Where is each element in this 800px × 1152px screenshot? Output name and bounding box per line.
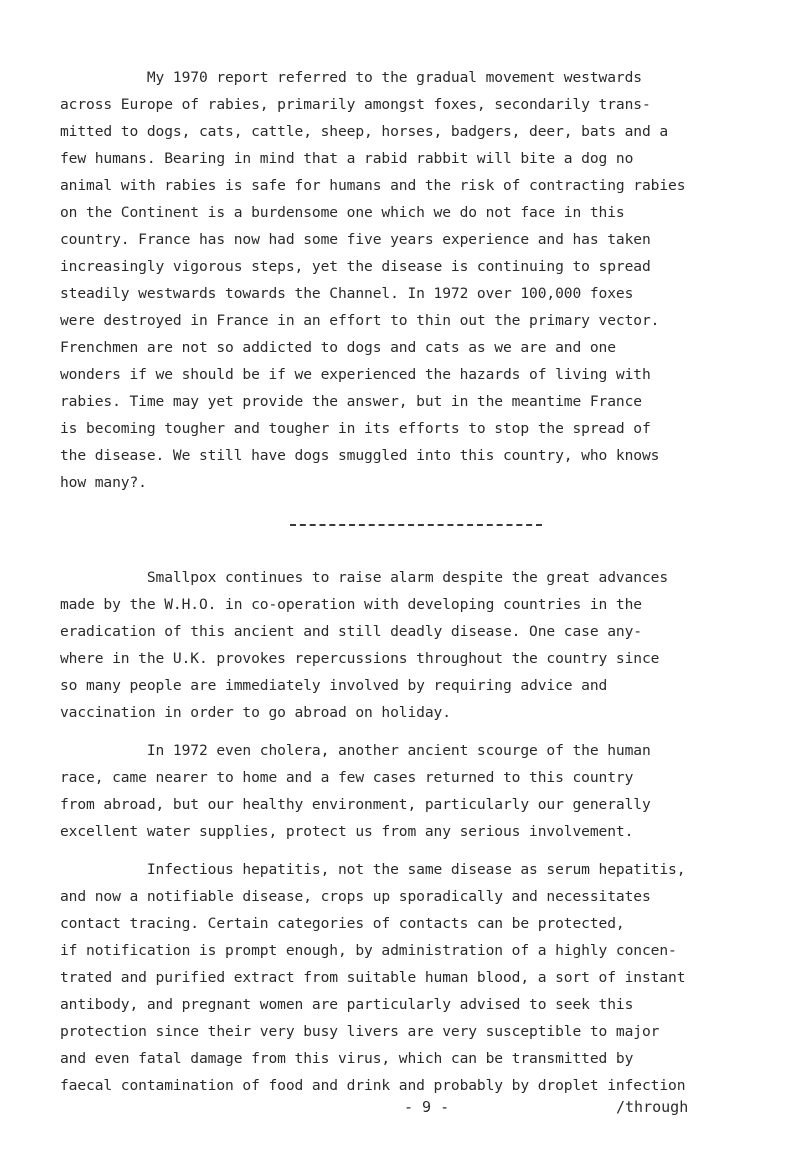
text-line: race, came nearer to home and a few cases returned to this country <box>60 769 634 786</box>
text-line: how many?. <box>60 474 147 491</box>
paragraph-hepatitis <box>60 856 750 1099</box>
text-line: is becoming tougher and tougher in its efforts to stop the spread of <box>60 420 651 437</box>
text-line: the disease. We still have dogs smuggled into this country, who knows <box>60 447 660 464</box>
text-line: contact tracing. Certain categories of contacts can be protected, <box>60 915 625 932</box>
text-line: eradication of this ancient and still deadly disease. One case any- <box>60 623 642 640</box>
paragraph-cholera <box>60 737 750 845</box>
text-line: excellent water supplies, protect us from any serious involvement. <box>60 823 634 840</box>
text-line: few humans. Bearing in mind that a rabid rabbit will bite a dog no <box>60 150 634 167</box>
paragraph-rabies <box>60 64 750 496</box>
text-line: Smallpox continues to raise alarm despite the great advances <box>60 569 669 586</box>
text-line: protection since their very busy livers are very susceptible to major <box>60 1023 660 1040</box>
text-line: animal with rabies is safe for humans and the risk of contracting rabies <box>60 177 686 194</box>
text-line: antibody, and pregnant women are particularly advised to seek this <box>60 996 634 1013</box>
text-line: vaccination in order to go abroad on holiday. <box>60 704 451 721</box>
section-divider <box>290 524 542 526</box>
text-line: increasingly vigorous steps, yet the disease is continuing to spread <box>60 258 651 275</box>
page-number: - 9 - <box>404 1098 450 1116</box>
text-line: country. France has now had some five years experience and has taken <box>60 231 651 248</box>
text-line: if notification is prompt enough, by administration of a highly concen- <box>60 942 677 959</box>
text-line: In 1972 even cholera, another ancient scourge of the human <box>60 742 651 759</box>
text-line: across Europe of rabies, primarily amongst foxes, secondarily trans- <box>60 96 651 113</box>
text-line: and now a notifiable disease, crops up sporadically and necessitates <box>60 888 651 905</box>
text-line: where in the U.K. provokes repercussions throughout the country since <box>60 650 660 667</box>
text-line: were destroyed in France in an effort to thin out the primary vector. <box>60 312 660 329</box>
text-line: My 1970 report referred to the gradual movement westwards <box>60 69 642 86</box>
text-line: mitted to dogs, cats, cattle, sheep, horses, badgers, deer, bats and a <box>60 123 669 140</box>
text-line: trated and purified extract from suitable human blood, a sort of instant <box>60 969 686 986</box>
text-line: wonders if we should be if we experienced the hazards of living with <box>60 366 651 383</box>
text-line: Infectious hepatitis, not the same disease as serum hepatitis, <box>60 861 686 878</box>
catchword: /through <box>616 1098 689 1116</box>
text-line: steadily westwards towards the Channel. In 1972 over 100,000 foxes <box>60 285 634 302</box>
text-line: rabies. Time may yet provide the answer, but in the meantime France <box>60 393 642 410</box>
text-line: made by the W.H.O. in co-operation with developing countries in the <box>60 596 642 613</box>
paragraph-smallpox <box>60 564 750 726</box>
text-line: faecal contamination of food and drink and probably by droplet infection <box>60 1077 686 1094</box>
text-line: so many people are immediately involved by requiring advice and <box>60 677 608 694</box>
text-line: and even fatal damage from this virus, which can be transmitted by <box>60 1050 634 1067</box>
text-line: Frenchmen are not so addicted to dogs and cats as we are and one <box>60 339 616 356</box>
text-line: on the Continent is a burdensome one which we do not face in this <box>60 204 625 221</box>
text-line: from abroad, but our healthy environment, particularly our generally <box>60 796 651 813</box>
